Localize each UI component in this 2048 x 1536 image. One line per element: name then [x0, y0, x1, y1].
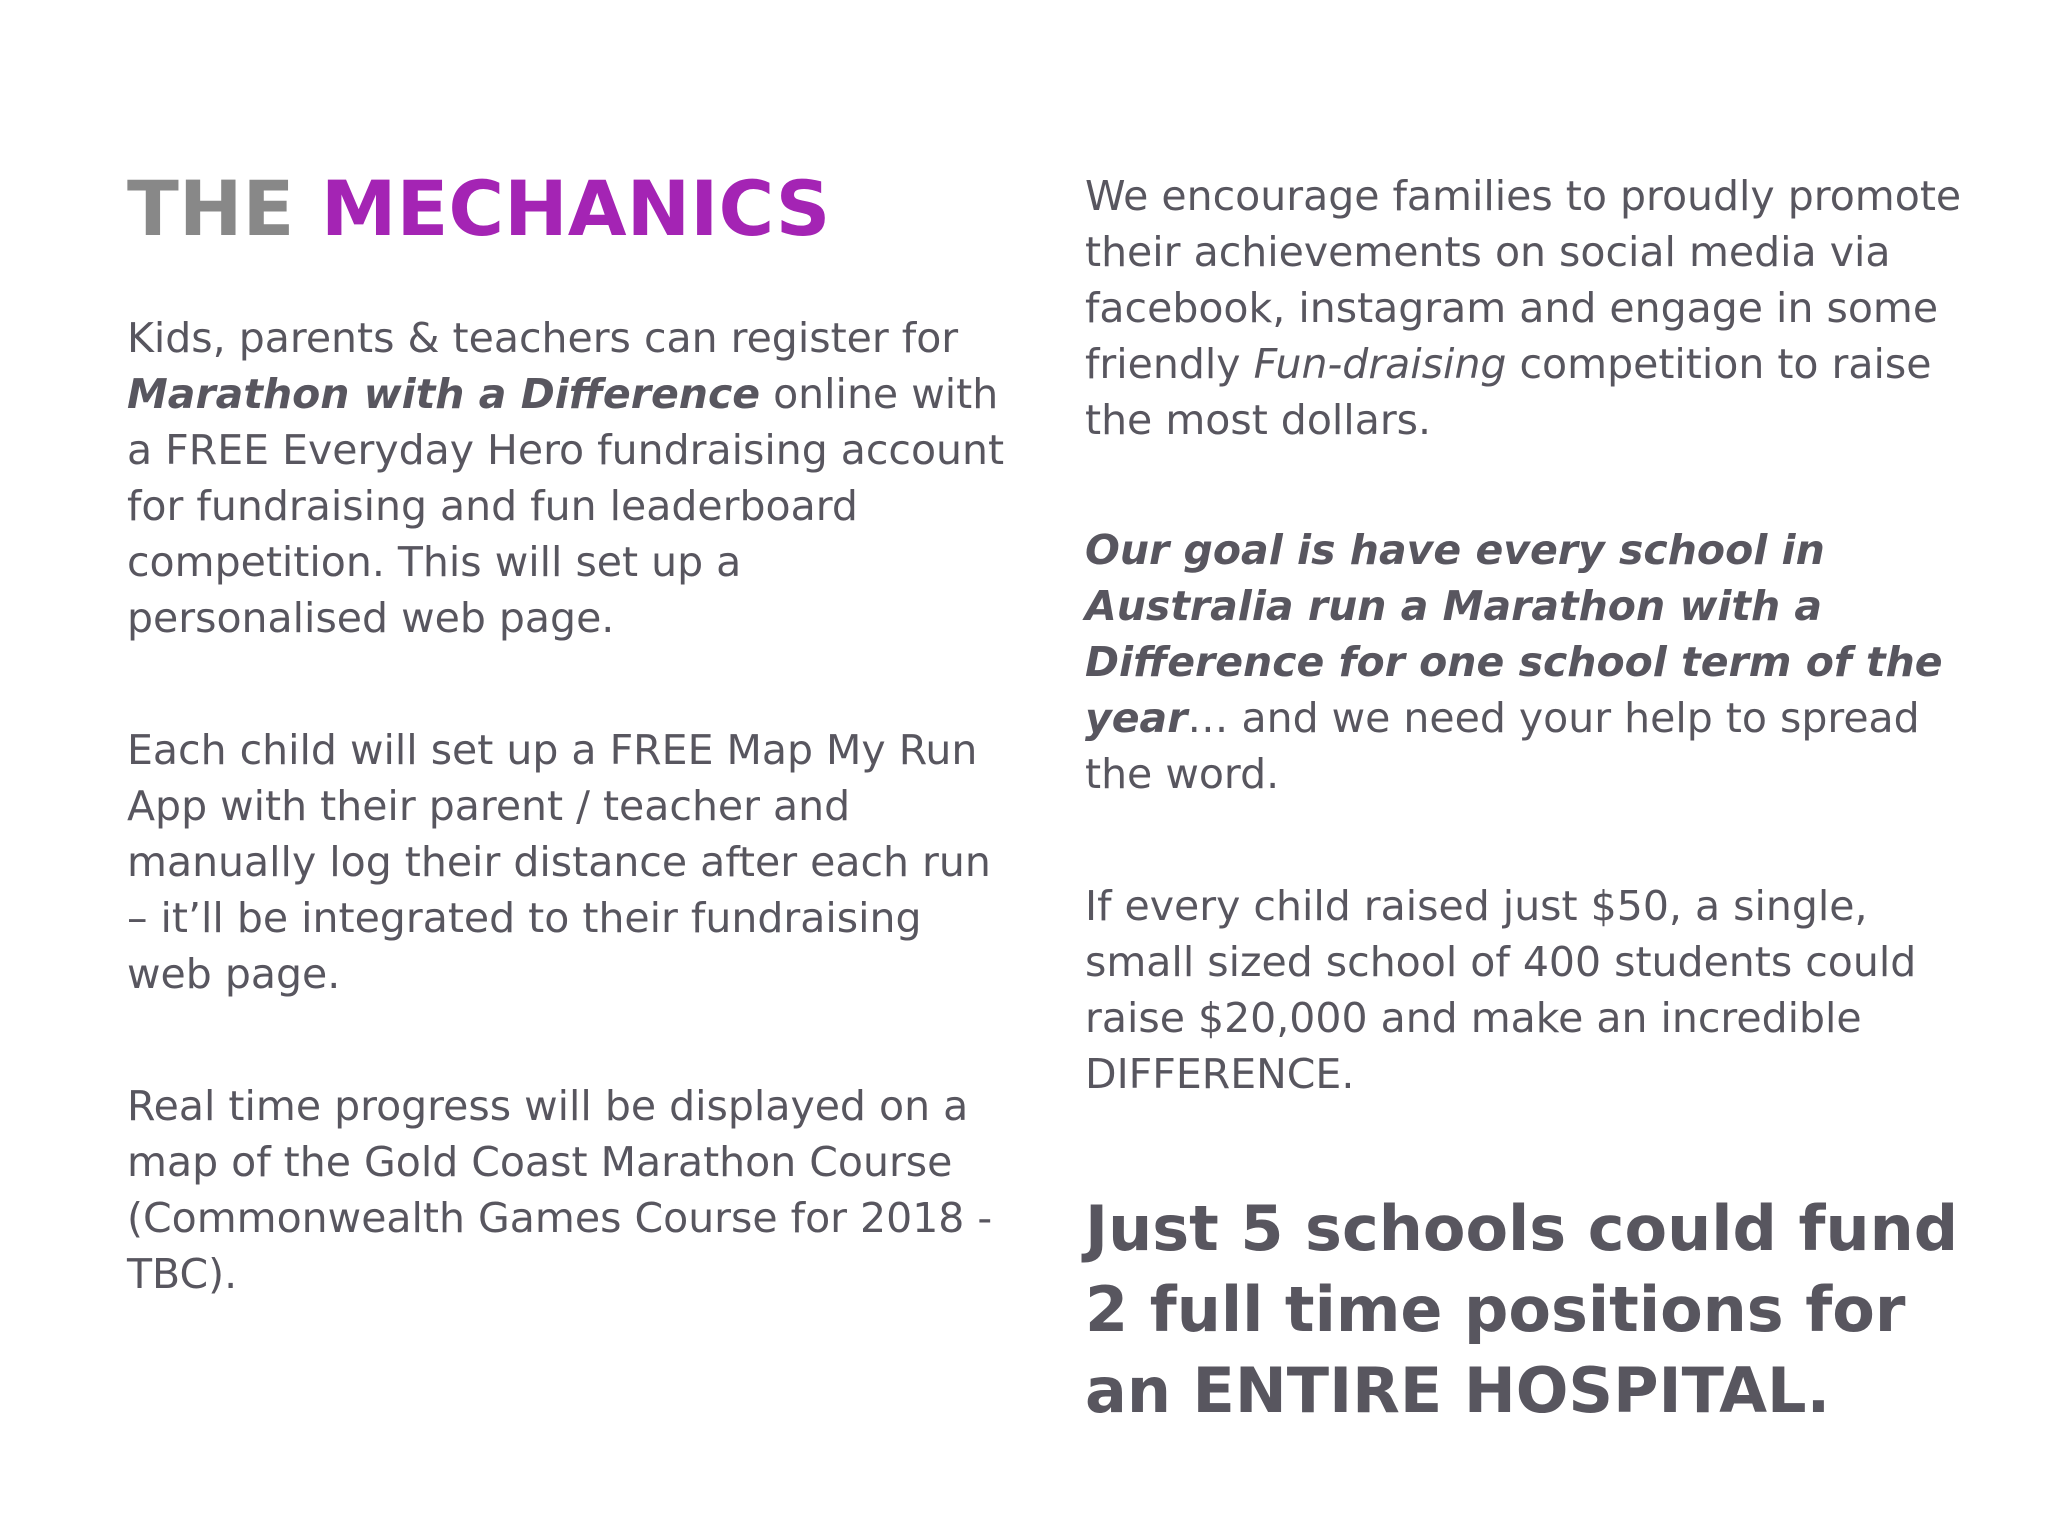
- goal-statement: Our goal is have every school in Australia run a Marathon with a Difference for one school term of the year: [1085, 526, 1943, 742]
- registration-event-name: Marathon with a Difference: [127, 370, 761, 418]
- social-media-paragraph: [1085, 168, 1985, 448]
- registration-text-start: Kids, parents & teachers can register for: [127, 314, 959, 362]
- fundraising-estimate-paragraph: If every child raised just $50, a single, small sized school of 400 students could raise $20,000 and make an incredible DIFFERENCE.: [1085, 882, 1917, 1098]
- left-column: [127, 166, 1007, 1302]
- registration-paragraph: [127, 310, 1007, 646]
- social-media-text-end: competition to raise the most dollars.: [1085, 340, 1932, 444]
- progress-map-paragraph: Real time progress will be displayed on a map of the Gold Coast Marathon Course (Commonwealth Games Course for 2018 - TBC).: [127, 1082, 993, 1298]
- hospital-callout: Just 5 schools could fund 2 full time positions for an ENTIRE HOSPITAL.: [1085, 1192, 1959, 1427]
- page-title: [127, 166, 1007, 252]
- social-media-text-start: We encourage families to proudly promote their achievements on social media via facebook, instagram and engage in some friendly: [1085, 172, 1962, 388]
- title-mechanics: MECHANICS: [320, 164, 831, 253]
- title-the: THE: [127, 164, 321, 253]
- goal-text-end: … and we need your help to spread the word.: [1085, 694, 1920, 798]
- right-column: [1085, 168, 1985, 1431]
- fun-draising-term: Fun-draising: [1253, 340, 1507, 388]
- registration-text-end: online with a FREE Everyday Hero fundraising account for fundraising and fun leaderboard competition. This will set up a personalised web page.: [127, 370, 1005, 642]
- goal-paragraph: [1085, 522, 1985, 802]
- app-setup-paragraph: Each child will set up a FREE Map My Run App with their parent / teacher and manually log their distance after each run – it’ll be integrated to their fundraising web page.: [127, 726, 991, 998]
